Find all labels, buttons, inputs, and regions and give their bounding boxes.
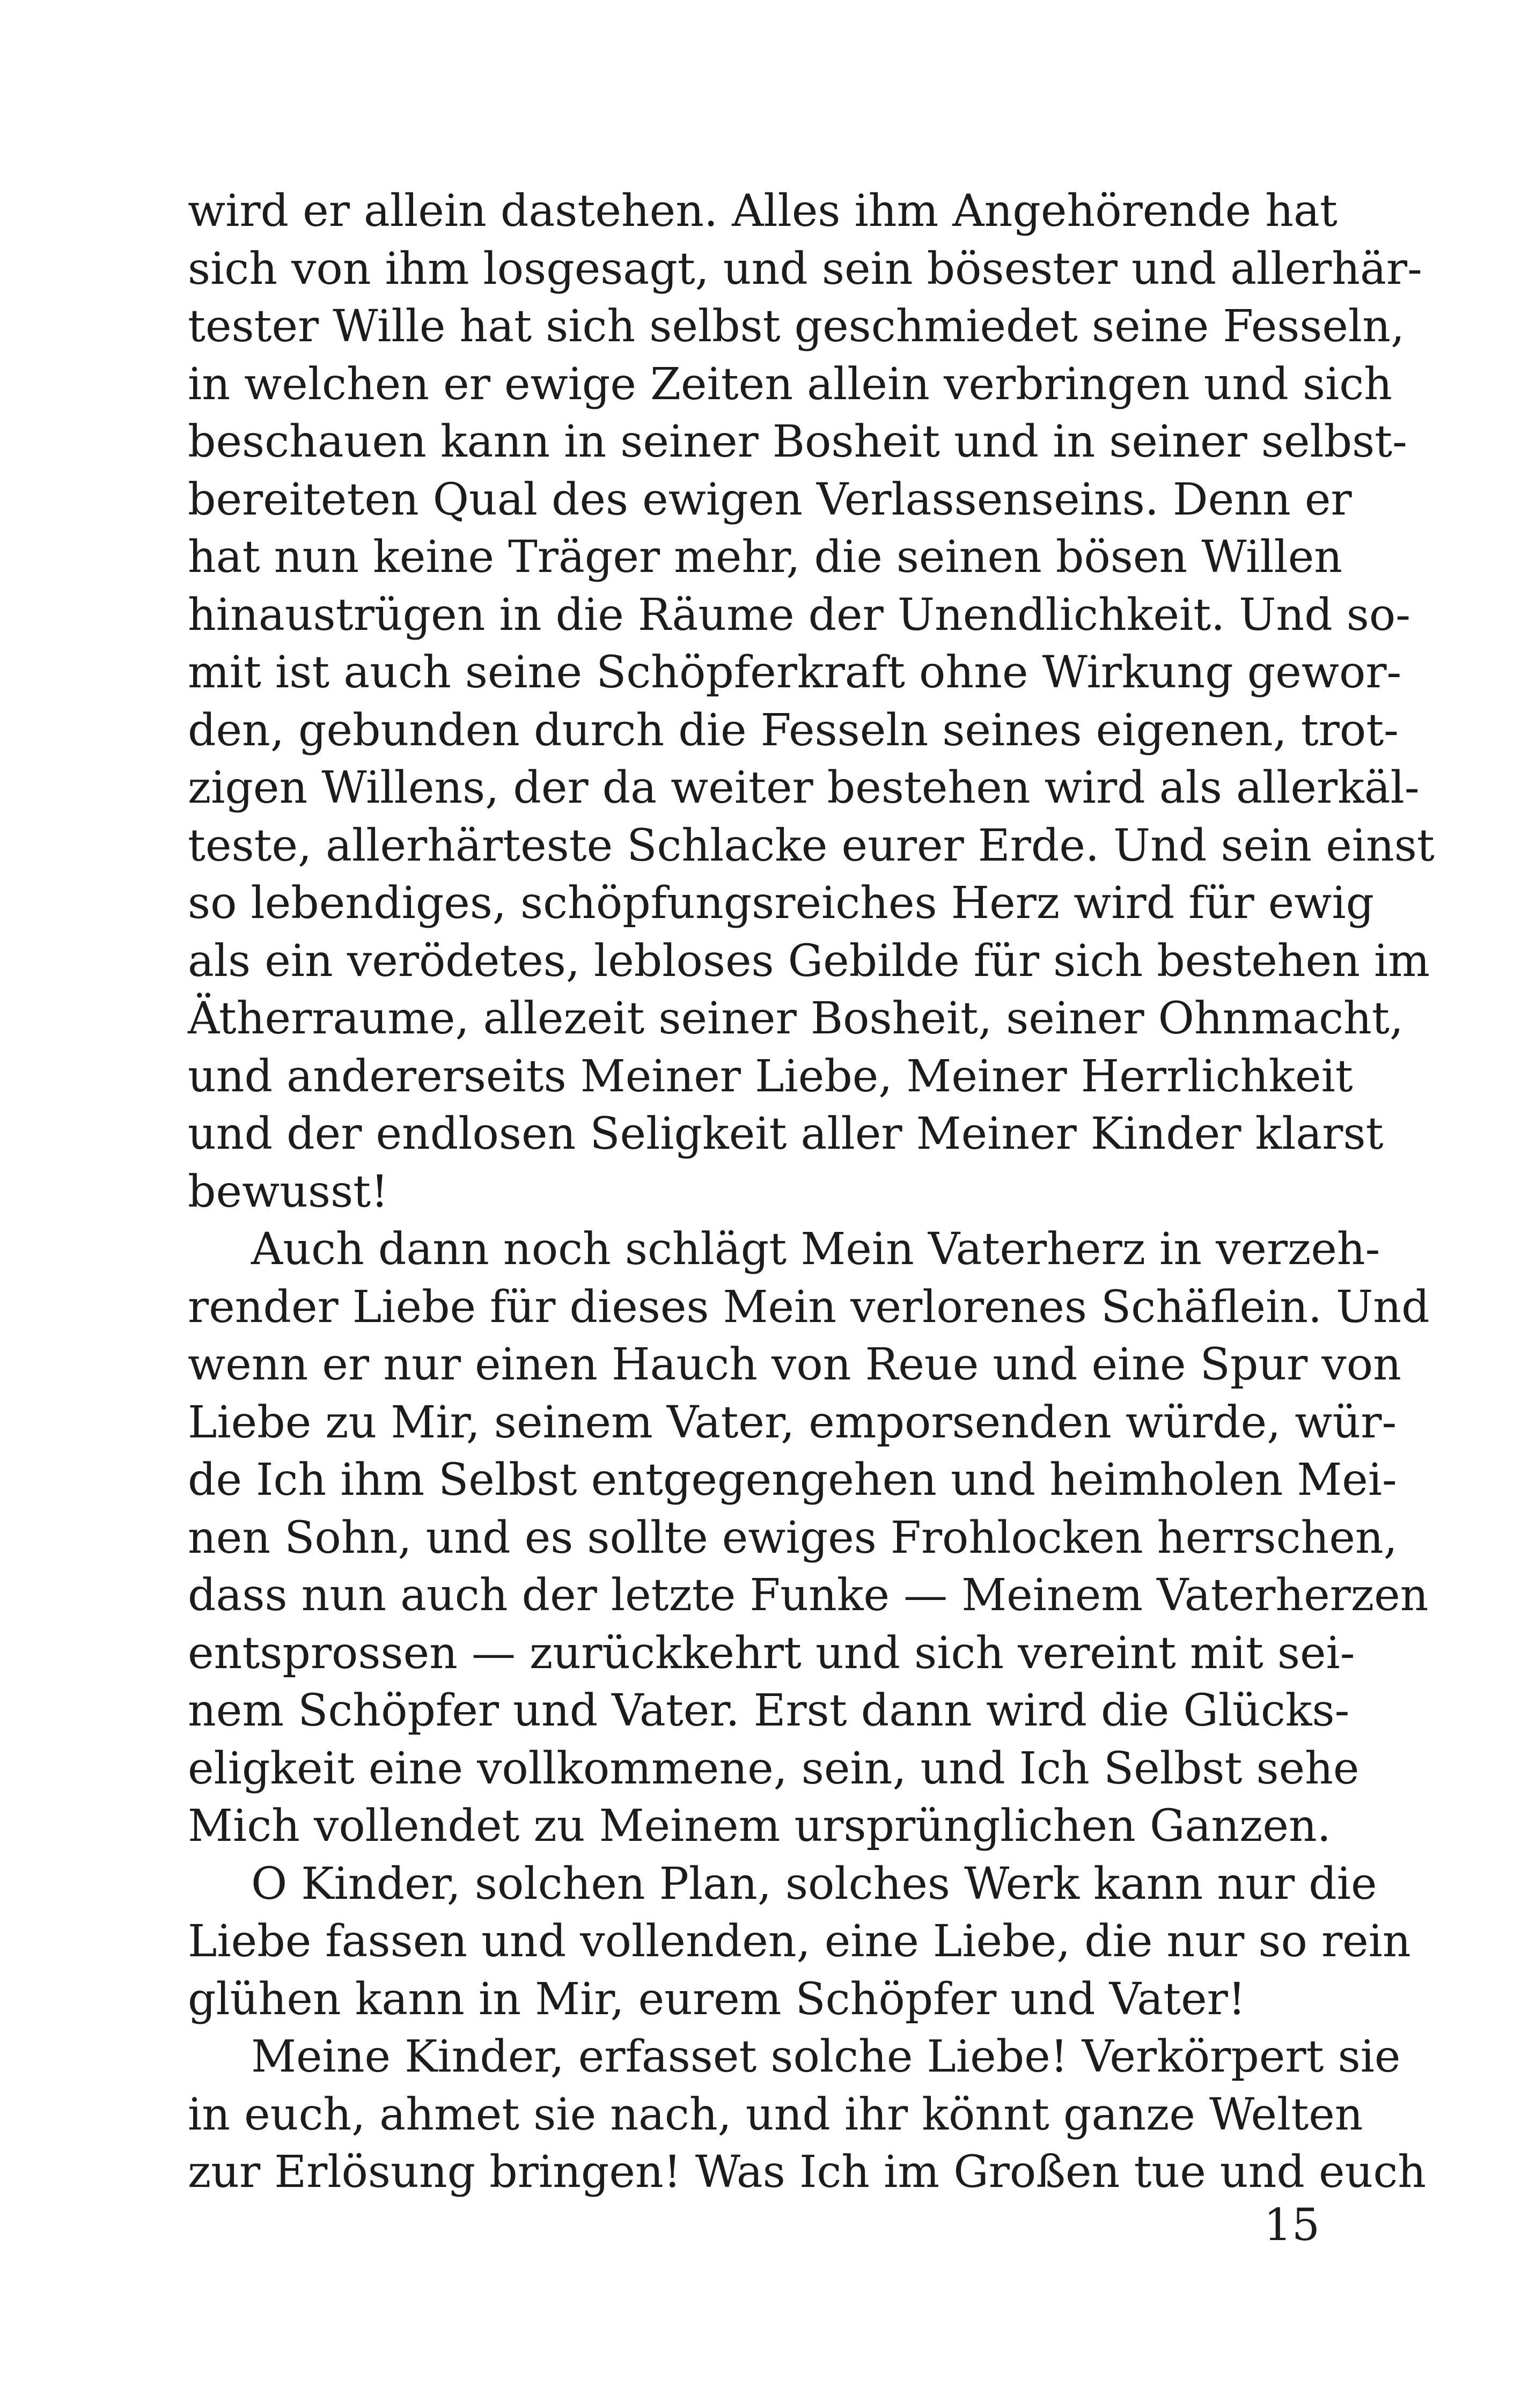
text-line: entsprossen — zurückkehrt und sich vereint mit sei- [188, 1627, 1355, 1679]
text-line: nen Sohn, und es sollte ewiges Frohlocken herrschen, [188, 1512, 1398, 1563]
page-number: 15 [1263, 2200, 1320, 2251]
text-line: und andererseits Meiner Liebe, Meiner Herrlichkeit [188, 1051, 1353, 1102]
text-line: sich von ihm losgesagt, und sein bösester und allerhär- [188, 243, 1422, 295]
text-line: wird er allein dastehen. Alles ihm Angehörende hat [188, 186, 1338, 237]
text-line: O Kinder, solchen Plan, solches Werk kann nur die [251, 1858, 1377, 1910]
text-line: Auch dann noch schlägt Mein Vaterherz in verzeh- [251, 1224, 1380, 1275]
text-line: hinaustrügen in die Räume der Unendlichkeit. Und so- [188, 589, 1410, 641]
text-line: in welchen er ewige Zeiten allein verbringen und sich [188, 358, 1392, 410]
text-line: bewusst! [188, 1166, 389, 1217]
text-line: teste, allerhärteste Schlacke eurer Erde. Und sein einst [188, 820, 1435, 871]
text-line: render Liebe für dieses Mein verlorenes Schäflein. Und [188, 1281, 1430, 1333]
text-line: beschauen kann in seiner Bosheit und in seiner selbst- [188, 416, 1407, 467]
text-line: so lebendiges, schöpfungsreiches Herz wird für ewig [188, 878, 1375, 929]
text-line: Ätherraume, allezeit seiner Bosheit, seiner Ohnmacht, [188, 993, 1404, 1044]
text-line: Mich vollendet zu Meinem ursprünglichen Ganzen. [188, 1801, 1331, 1852]
text-line: in euch, ahmet sie nach, und ihr könnt ganze Welten [188, 2089, 1363, 2140]
text-line: hat nun keine Träger mehr, die seinen bösen Willen [188, 532, 1343, 583]
text-line: zur Erlösung bringen! Was Ich im Großen tue und euch [188, 2147, 1427, 2198]
text-line: tester Wille hat sich selbst geschmiedet seine Fesseln, [188, 301, 1405, 352]
text-line: den, gebunden durch die Fesseln seines eigenen, trot- [188, 704, 1399, 756]
text-line: glühen kann in Mir, eurem Schöpfer und Vater! [188, 1973, 1246, 2025]
text-line: als ein verödetes, lebloses Gebilde für sich bestehen im [188, 935, 1430, 987]
text-line: bereiteten Qual des ewigen Verlassenseins. Denn er [188, 474, 1352, 525]
page-body [188, 182, 1435, 2201]
text-line: mit ist auch seine Schöpferkraft ohne Wirkung gewor- [188, 647, 1402, 698]
text-line: nem Schöpfer und Vater. Erst dann wird die Glücks- [188, 1685, 1350, 1736]
text-line: de Ich ihm Selbst entgegengehen und heimholen Mei- [188, 1455, 1397, 1506]
text-line: zigen Willens, der da weiter bestehen wird als allerkäl- [188, 762, 1420, 813]
text-line: Liebe fassen und vollenden, eine Liebe, die nur so rein [188, 1916, 1411, 1967]
text-line: wenn er nur einen Hauch von Reue und eine Spur von [188, 1339, 1401, 1390]
text-line: dass nun auch der letzte Funke — Meinem Vaterherzen [188, 1570, 1429, 1621]
text-line: eligkeit eine vollkommene, sein, und Ich Selbst sehe [188, 1743, 1360, 1794]
text-line: Meine Kinder, erfasset solche Liebe! Verkörpert sie [251, 2031, 1401, 2082]
text-line: Liebe zu Mir, seinem Vater, emporsenden würde, wür- [188, 1397, 1397, 1448]
text-line: und der endlosen Seligkeit aller Meiner Kinder klarst [188, 1108, 1384, 1159]
